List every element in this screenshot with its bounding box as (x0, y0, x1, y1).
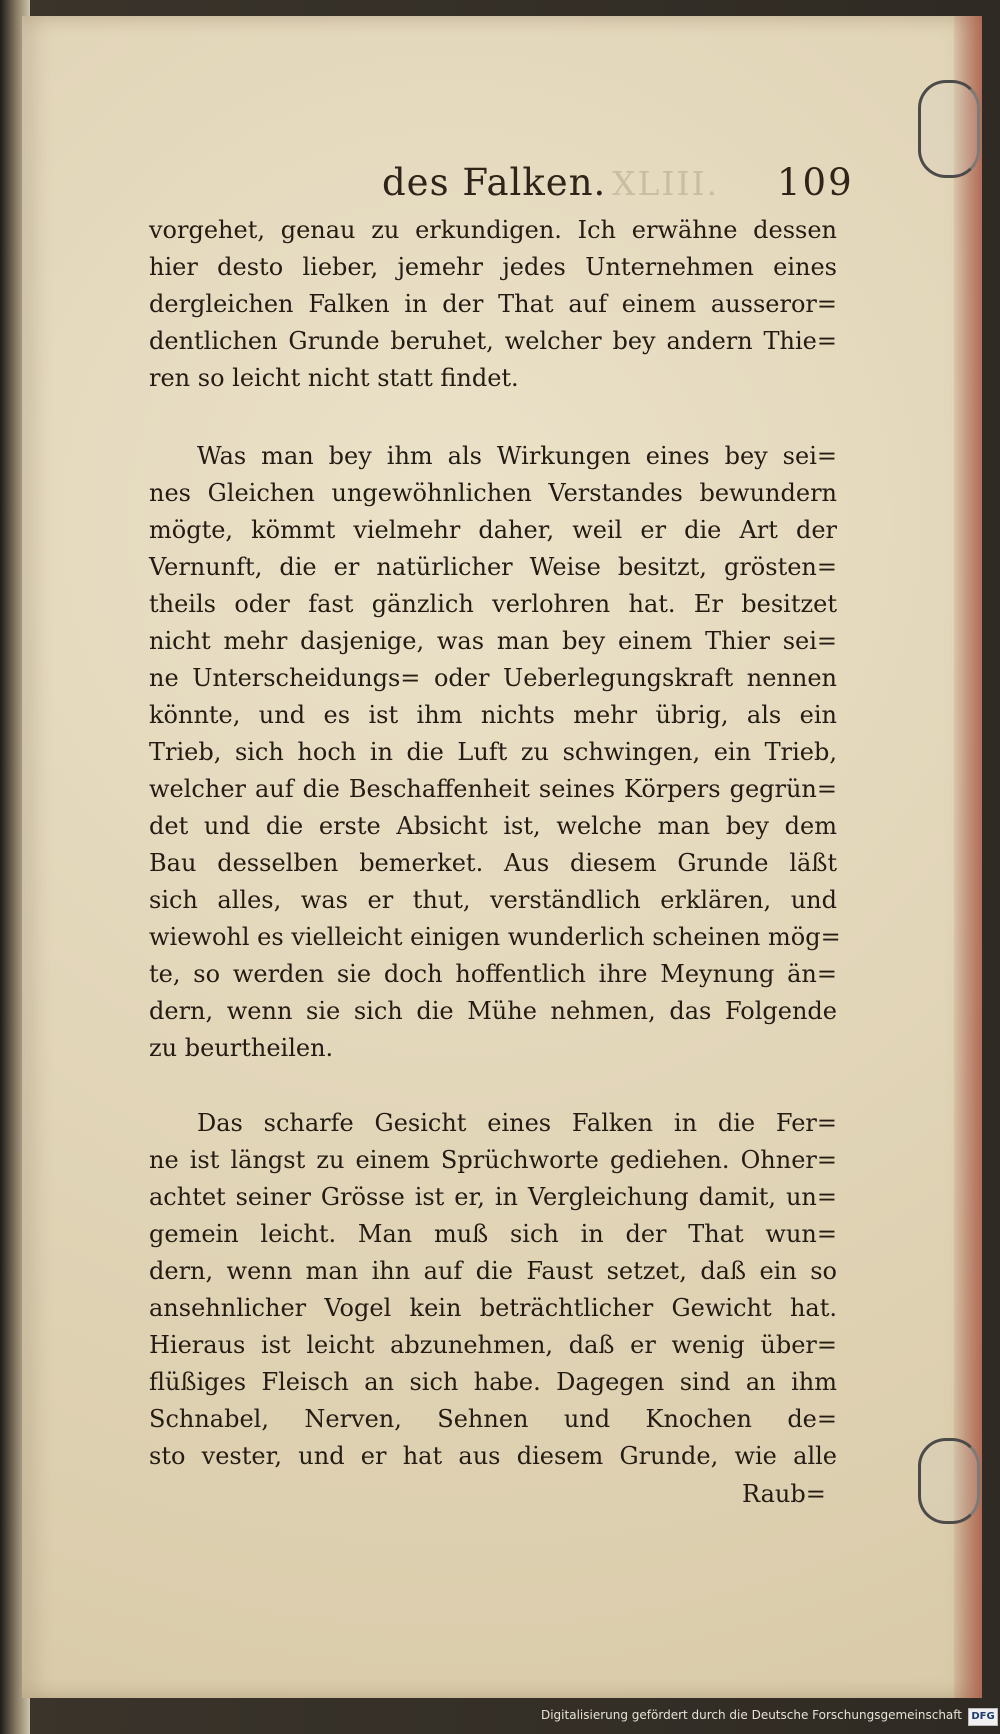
text-line: ren so leicht nicht statt findet. (149, 364, 519, 392)
text-line: vorgehet, genau zu erkundigen. Ich erwähne dessen (149, 216, 837, 244)
text-line: dentlichen Grunde beruhet, welcher bey andern Thie= (149, 327, 837, 355)
text-line: Bau desselben bemerket. Aus diesem Grunde läßt (149, 849, 837, 877)
text-line: ne Unterscheidungs= oder Ueberlegungskraft nennen (149, 664, 837, 692)
text-line: sto vester, und er hat aus diesem Grunde, wie alle (149, 1442, 837, 1470)
page-clip-top (918, 80, 980, 178)
book-page (22, 16, 982, 1698)
text-line: nicht mehr dasjenige, was man bey einem Thier sei= (149, 627, 837, 655)
text-line: dergleichen Falken in der That auf einem ausseror= (149, 290, 837, 318)
text-line: welcher auf die Beschaffenheit seines Körpers gegrün= (149, 775, 837, 803)
text-line: ansehnlicher Vogel kein beträchtlicher Gewicht hat. (149, 1294, 837, 1322)
text-line: achtet seiner Grösse ist er, in Vergleichung damit, un= (149, 1183, 837, 1211)
text-line: sich alles, was er thut, verständlich erklären, und (149, 886, 837, 914)
text-line: Hieraus ist leicht abzunehmen, daß er wenig über= (149, 1331, 837, 1359)
page-number: 109 (777, 161, 854, 204)
text-line: zu beurtheilen. (149, 1034, 334, 1062)
text-line: dern, wenn sie sich die Mühe nehmen, das Folgende (149, 997, 837, 1025)
text-line: Schnabel, Nerven, Sehnen und Knochen de= (149, 1405, 837, 1433)
text-line: te, so werden sie doch hoffentlich ihre Meynung än= (149, 960, 837, 988)
text-line: könnte, und es ist ihm nichts mehr übrig, als ein (149, 701, 837, 729)
text-line: det und die erste Absicht ist, welche man bey dem (149, 812, 837, 840)
text-line: mögte, kömmt vielmehr daher, weil er die Art der (149, 516, 837, 544)
show-through-ghost-text: XLIII. (612, 164, 720, 203)
text-line: nes Gleichen ungewöhnlichen Verstandes bewundern (149, 479, 837, 507)
text-line: Vernunft, die er natürlicher Weise besitzt, grösten= (149, 553, 837, 581)
text-line: Was man bey ihm als Wirkungen eines bey sei= (197, 442, 837, 470)
page-clip-bottom (918, 1438, 980, 1524)
text-line: theils oder fast gänzlich verlohren hat. Er besitzet (149, 590, 837, 618)
text-line: Das scharfe Gesicht eines Falken in die Fer= (197, 1109, 837, 1137)
catchword: Raub= (742, 1480, 826, 1508)
running-header: des Falken. (382, 161, 607, 204)
text-line: flüßiges Fleisch an sich habe. Dagegen sind an ihm (149, 1368, 837, 1396)
text-line: wiewohl es vielleicht einigen wunderlich scheinen mög= (149, 923, 841, 951)
digitization-credit: Digitalisierung gefördert durch die Deutsche Forschungsgemeinschaft (540, 1708, 962, 1722)
text-line: Trieb, sich hoch in die Luft zu schwingen, ein Trieb, (149, 738, 837, 766)
text-line: hier desto lieber, jemehr jedes Unternehmen eines (149, 253, 837, 281)
text-line: dern, wenn man ihn auf die Faust setzet, daß ein so (149, 1257, 837, 1285)
text-line: ne ist längst zu einem Sprüchworte gediehen. Ohner= (149, 1146, 837, 1174)
text-line: gemein leicht. Man muß sich in der That wun= (149, 1220, 837, 1248)
dfg-logo-badge: DFG (968, 1708, 998, 1726)
